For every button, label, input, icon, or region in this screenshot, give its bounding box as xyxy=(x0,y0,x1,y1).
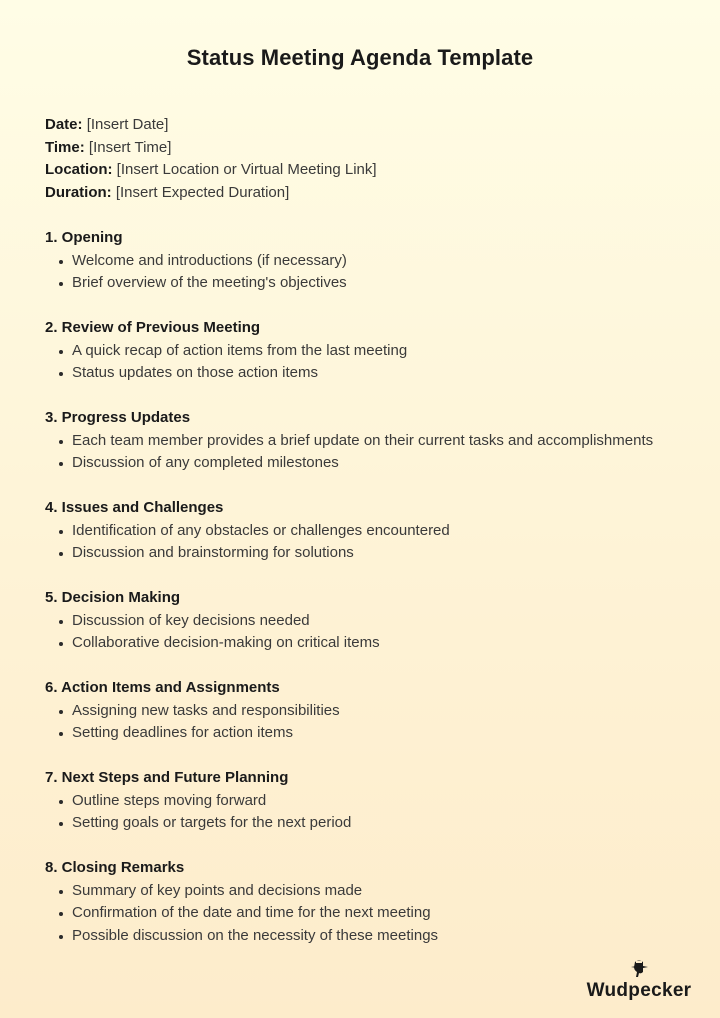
list-item: Discussion of any completed milestones xyxy=(45,452,685,475)
list-item: Outline steps moving forward xyxy=(45,790,685,813)
list-item: Status updates on those action items xyxy=(45,362,685,385)
woodpecker-logo-icon xyxy=(629,958,649,978)
list-item: Confirmation of the date and time for the next meeting xyxy=(45,902,685,925)
section-progress xyxy=(45,407,685,475)
section-decision xyxy=(45,587,685,655)
section-next-steps xyxy=(45,767,685,835)
list-item: Each team member provides a brief update on their current tasks and accomplishments xyxy=(45,430,685,453)
section-review xyxy=(45,317,685,385)
section-opening xyxy=(45,227,685,295)
meeting-details xyxy=(45,114,377,204)
list-item: Identification of any obstacles or challenges encountered xyxy=(45,520,685,543)
section-heading: 8. Closing Remarks xyxy=(45,859,185,876)
section-heading: 2. Review of Previous Meeting xyxy=(45,319,261,336)
agenda-sections xyxy=(45,227,685,970)
brand-logo xyxy=(578,958,700,1002)
meta-time: Time: [Insert Time] xyxy=(45,138,172,156)
section-issues xyxy=(45,497,685,565)
section-heading: 4. Issues and Challenges xyxy=(45,499,224,516)
meta-location: Location: [Insert Location or Virtual Meeting Link] xyxy=(45,161,377,178)
page-title: Status Meeting Agenda Template xyxy=(186,45,534,70)
section-heading: 5. Decision Making xyxy=(45,589,181,606)
brand-name: Wudpecker xyxy=(586,980,692,1001)
section-heading: 1. Opening xyxy=(45,229,123,246)
list-item: Collaborative decision-making on critical items xyxy=(45,632,685,655)
list-item: Summary of key points and decisions made xyxy=(45,880,685,903)
list-item: Brief overview of the meeting's objectives xyxy=(45,272,685,295)
list-item: Possible discussion on the necessity of these meetings xyxy=(45,925,685,948)
section-heading: 3. Progress Updates xyxy=(45,409,191,426)
meta-duration: Duration: [Insert Expected Duration] xyxy=(45,183,290,201)
section-closing xyxy=(45,857,685,947)
section-action-items xyxy=(45,677,685,745)
list-item: Welcome and introductions (if necessary) xyxy=(45,250,685,273)
list-item: Assigning new tasks and responsibilities xyxy=(45,700,685,723)
list-item: Setting goals or targets for the next period xyxy=(45,812,685,835)
list-item: Setting deadlines for action items xyxy=(45,722,685,745)
meta-date: Date: [Insert Date] xyxy=(45,116,169,133)
section-heading: 7. Next Steps and Future Planning xyxy=(45,769,289,786)
list-item: A quick recap of action items from the last meeting xyxy=(45,340,685,363)
list-item: Discussion and brainstorming for solutions xyxy=(45,542,685,565)
section-heading: 6. Action Items and Assignments xyxy=(45,679,280,696)
list-item: Discussion of key decisions needed xyxy=(45,610,685,633)
